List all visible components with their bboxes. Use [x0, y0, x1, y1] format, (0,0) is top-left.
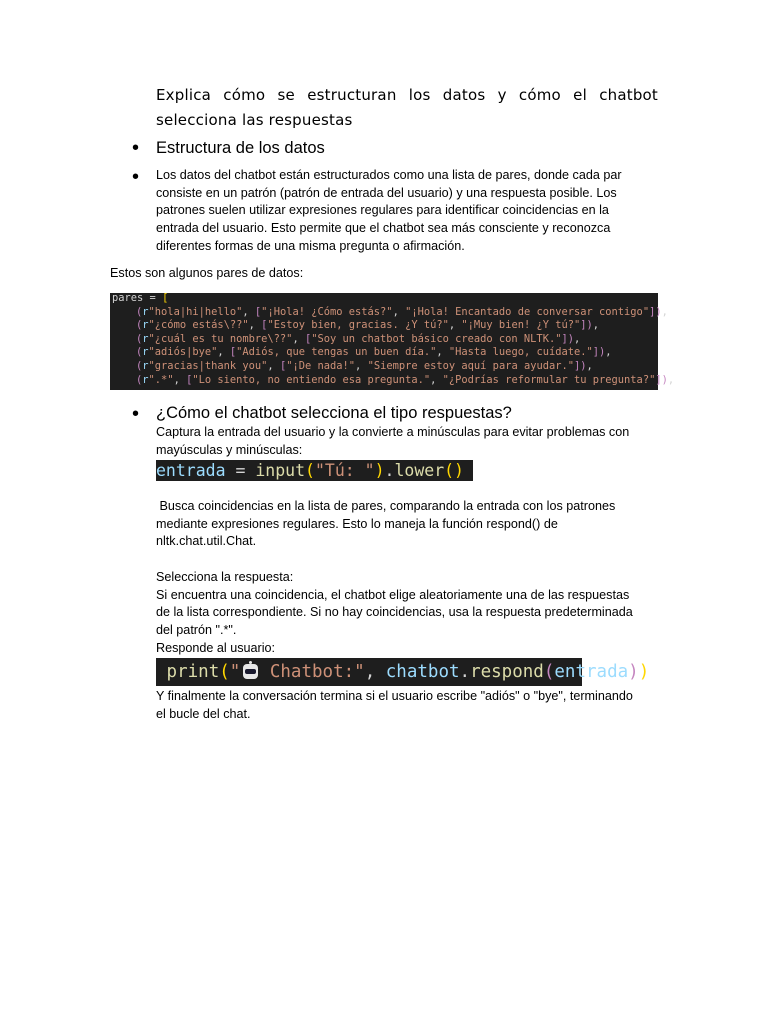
bullet-icon: • [132, 403, 140, 425]
final-paragraph [156, 688, 676, 723]
code-line: (r"¿cómo estás\??", ["Estoy bien, gracias. ¿Y tú?", "¡Muy bien! ¿Y tú?"]), [136, 319, 600, 332]
text-line: el bucle del chat. [156, 706, 251, 721]
robot-emoji-icon [243, 664, 258, 679]
code-line: pares = [ [112, 292, 169, 304]
code-line: (r"hola|hi|hello", ["¡Hola! ¿Cómo estás?", "¡Hola! Encantado de conversar contigo"]), [136, 305, 668, 318]
text-line: patrones suelen utilizar expresiones regulares para identificar coincidencias en la [156, 203, 609, 218]
capture-paragraph [156, 424, 676, 459]
select-paragraph [156, 569, 676, 658]
bullet-icon: • [132, 166, 140, 188]
code-line: (r".*", ["Lo siento, no entiendo esa pregunta.", "¿Podrías reformular tu pregunta?"]), [136, 373, 675, 386]
text-line: diferentes formas de una misma pregunta o afirmación. [156, 238, 465, 253]
bullet-icon: • [132, 137, 140, 159]
section-heading-estructura: Estructura de los datos [156, 139, 325, 157]
text-line: entrada del usuario. Esto permite que el chatbot sea más consciente y reconozca [156, 221, 611, 236]
text-line: de la lista correspondiente. Si no hay coincidencias, usa la respuesta predeterminada [156, 605, 633, 620]
estructura-paragraph [156, 167, 676, 256]
code-snippet-input: entrada = input("Tú: ").lower() [156, 460, 473, 481]
text-line: Captura la entrada del usuario y la convierte a minúsculas para evitar problemas con [156, 425, 630, 439]
text-line: Responde al usuario: [156, 640, 276, 655]
text-line: consiste en un patrón (patrón de entrada del usuario) y una respuesta posible. Los [156, 185, 617, 200]
text-line: Los datos del chatbot están estructurados como una lista de pares, donde cada par [156, 168, 622, 182]
section-heading-seleccion: ¿Cómo el chatbot selecciona el tipo respuestas? [156, 404, 512, 422]
intro-line-1: Explica cómo se estructuran los datos y cómo el chatbot [156, 86, 658, 104]
intro-paragraph [156, 83, 658, 133]
code-line: (r"adiós|bye", ["Adiós, que tengas un buen día.", "Hasta luego, cuídate."]), [136, 346, 612, 359]
code-line: (r"gracias|thank you", ["¡De nada!", "Siempre estoy aquí para ayudar."]), [136, 360, 593, 372]
text-line: Si encuentra una coincidencia, el chatbot elige aleatoriamente una de las respuestas [156, 587, 630, 602]
text-line: mediante expresiones regulares. Esto lo maneja la función respond() de [156, 516, 558, 531]
intro-line-2: selecciona las respuestas [156, 111, 353, 129]
text-line: mayúsculas y minúsculas: [156, 442, 303, 457]
text-line: nltk.chat.util.Chat. [156, 534, 257, 549]
text-line: Y finalmente la conversación termina si el usuario escribe "adiós" o "bye", terminando [156, 689, 633, 703]
search-paragraph [156, 498, 676, 551]
code-block-pairs [110, 292, 675, 390]
text-line: del patrón ".*". [156, 623, 237, 638]
pairs-intro: Estos son algunos pares de datos: [110, 266, 304, 280]
code-snippet-print: print(" Chatbot:", chatbot.respond(entrada)) [156, 658, 582, 686]
text-line: Selecciona la respuesta: [156, 570, 294, 584]
text-line: Busca coincidencias en la lista de pares, comparando la entrada con los patrones [156, 499, 616, 513]
code-line: (r"¿cuál es tu nombre\??", ["Soy un chatbot básico creado con NLTK."]), [136, 332, 581, 345]
